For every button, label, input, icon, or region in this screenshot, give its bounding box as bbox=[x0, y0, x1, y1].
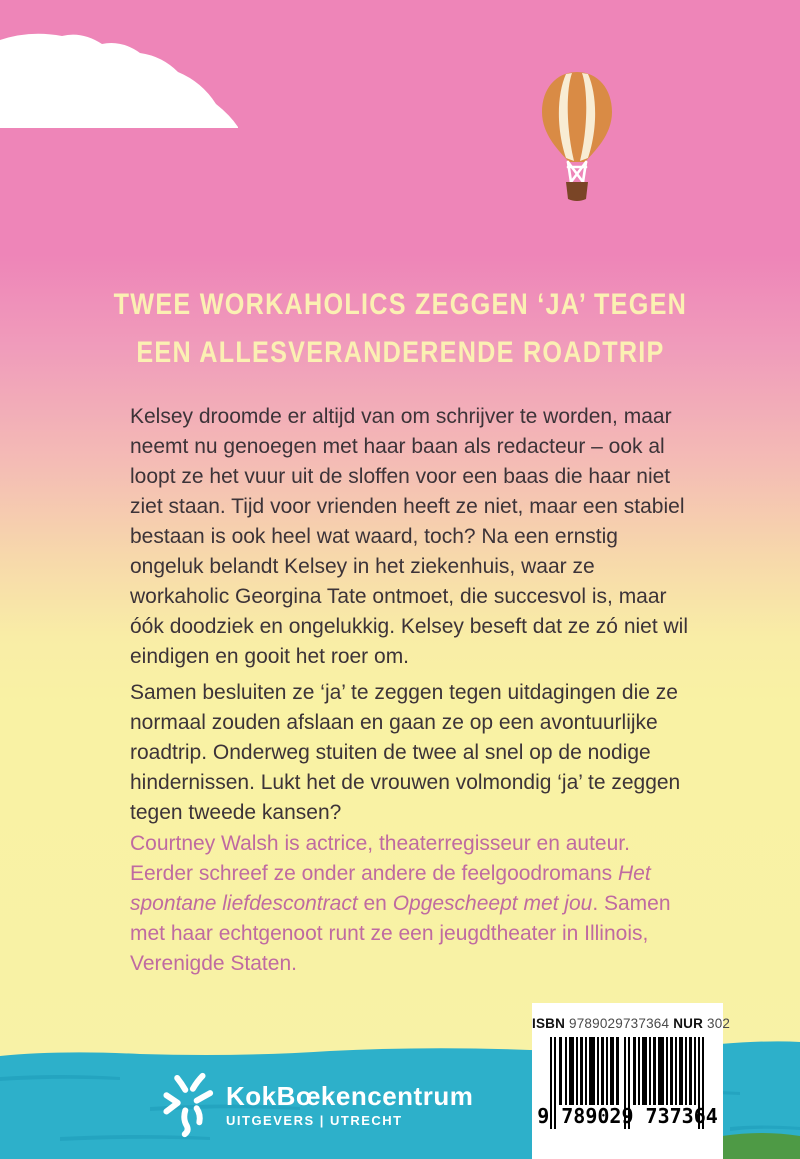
isbn-number: 9789029737364 bbox=[569, 1016, 670, 1031]
synopsis-paragraph-2: Samen besluiten ze ‘ja’ te zeggen tegen uitdagingen die ze normaal zouden afslaan en gaan ze op een avontuurlijke roadtrip. Onderweg stuiten de twee al snel op de nodige hindernissen. Lukt het de vrouwen volmondig ‘ja’ te zeggen tegen tweede kansen? bbox=[130, 681, 681, 824]
author-bio-connector: en bbox=[357, 892, 393, 915]
publisher-tagline: UITGEVERS | UTRECHT bbox=[226, 1112, 403, 1128]
isbn-line bbox=[532, 1016, 731, 1031]
barcode-digits: 9 789029 737364 bbox=[537, 1104, 718, 1128]
book-title-2: Opgescheept met jou bbox=[392, 892, 593, 915]
hot-air-balloon-icon bbox=[538, 70, 616, 205]
book-title-1: Het spontane liefdescontract bbox=[130, 862, 651, 915]
isbn-label: ISBN bbox=[532, 1016, 566, 1031]
headline-line-1: TWEE WORKAHOLICS ZEGGEN ‘JA’ TEGEN bbox=[113, 288, 687, 321]
author-bio bbox=[130, 829, 692, 979]
publisher-text bbox=[226, 1080, 474, 1128]
nur-label: NUR bbox=[673, 1016, 704, 1031]
author-bio-end: . Samen met haar echtgenoot runt ze een jeugdtheater in Illinois, Verenigde Staten. bbox=[130, 892, 671, 975]
barcode-panel bbox=[532, 1003, 731, 1159]
publisher-name: KokBœkencentrum bbox=[226, 1080, 474, 1111]
author-bio-start: Courtney Walsh is actrice, theaterregisseur en auteur. Eerder schreef ze onder andere de feelgoodromans bbox=[130, 832, 630, 885]
headline-line-2: EEN ALLESVERANDERENDE ROADTRIP bbox=[135, 336, 665, 369]
synopsis-paragraph-1: Kelsey droomde er altijd van om schrijver te worden, maar neemt nu genoegen met haar baan als redacteur – ook al loopt ze het vuur uit de sloffen voor een baas die haar niet ziet staan. Tijd voor vrienden heeft ze niet, maar een stabiel bestaan is ook heel wat waard, toch? Na een ernstig ongeluk belandt Kelsey in het ziekenhuis, waar ze workaholic Georgina Tate ontmoet, die succesvol is, maar óók doodziek en ongelukkig. Kelsey beseft dat ze zó niet wil eindigen en gooit het roer om. bbox=[130, 405, 689, 668]
cloud-icon bbox=[0, 30, 242, 132]
kokboekencentrum-star-icon bbox=[161, 1072, 215, 1138]
tagline-headline bbox=[0, 281, 800, 377]
nur-number: 302 bbox=[707, 1016, 731, 1031]
publisher-logo bbox=[161, 1072, 473, 1138]
